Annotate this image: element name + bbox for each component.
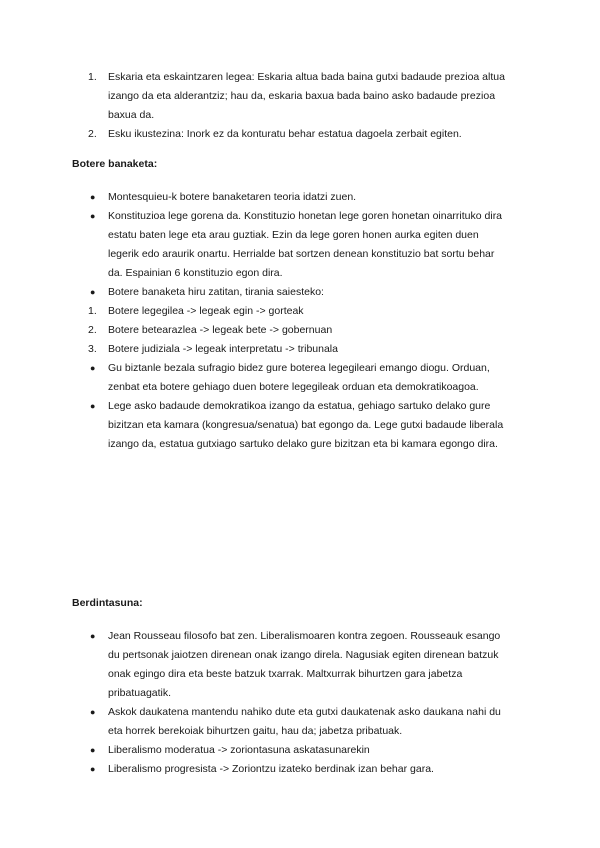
- list-number: 1.: [88, 71, 97, 83]
- bullet-icon: ●: [90, 192, 96, 202]
- section-heading-botere-banaketa: Botere banaketa:: [72, 158, 158, 170]
- list-item: [0, 125, 600, 144]
- list-item-text: Botere legegilea -> legeak egin -> gorteak: [108, 305, 304, 317]
- list-item-text: Gu biztanle bezala sufragio bidez gure boterea legegileari emango diogu. Orduan, zenbat eta botere gehiago duen botere legegileak orduan eta demokratikoagoa.: [108, 362, 490, 393]
- section-heading-berdintasuna: Berdintasuna:: [72, 597, 143, 609]
- list-item: [0, 302, 600, 321]
- top-numbered-list: [0, 68, 600, 144]
- list-item: [0, 340, 600, 359]
- list-number: 2.: [88, 128, 97, 140]
- bullet-icon: ●: [90, 707, 96, 717]
- list-item: [0, 760, 600, 779]
- list-item: [0, 703, 600, 741]
- list-item-text: Lege asko badaude demokratikoa izango da estatua, gehiago sartuko delako gure bizitzan eta kamara (kongresua/senatua) bat egongo da. Lege gutxi badaude liberala izango da, estatua gutxiago sartuko delako gure bizitzan eta bi kamara egongo dira.: [108, 400, 504, 450]
- list-item: [0, 188, 600, 207]
- list-item-text: Botere banaketa hiru zatitan, tirania saiesteko:: [108, 286, 324, 298]
- berdintasuna-list: [0, 627, 600, 779]
- list-number: 1.: [88, 305, 97, 317]
- bullet-icon: ●: [90, 363, 96, 373]
- botere-banaketa-list: [0, 188, 600, 454]
- list-item: [0, 68, 600, 125]
- bullet-icon: ●: [90, 745, 96, 755]
- list-item-text: Liberalismo progresista -> Zoriontzu izateko berdinak izan behar gara.: [108, 763, 434, 775]
- list-number: 3.: [88, 343, 97, 355]
- bullet-icon: ●: [90, 631, 96, 641]
- list-item: [0, 741, 600, 760]
- list-item-text: Konstituzioa lege gorena da. Konstituzio honetan lege goren honetan oinarrituko dira estatu baten lege eta arau guztiak. Ezin da lege goren honen aurka egiten duen legerik edo araurik onartu. Herrialde bat sortzen denean konstituzio bat sortu behar da. Espainian 6 konstituzio egon dira.: [108, 210, 503, 279]
- list-item: [0, 207, 600, 283]
- bullet-icon: ●: [90, 211, 96, 221]
- list-item: [0, 627, 600, 703]
- list-item-text: Eskaria eta eskaintzaren legea: Eskaria altua bada baina gutxi badaude prezioa altua izango da eta alderantziz; hau da, eskaria baxua bada baino asko badaude prezioa baxua da.: [108, 71, 505, 121]
- bullet-icon: ●: [90, 764, 96, 774]
- list-item-text: Esku ikustezina: Inork ez da konturatu behar estatua dagoela zerbait egiten.: [108, 128, 462, 140]
- list-number: 2.: [88, 324, 97, 336]
- list-item-text: Askok daukatena mantendu nahiko dute eta gutxi daukatenak asko daukana nahi du eta horrek berekoiak bihurtzen gaitu, hau da; jabetza pribatuak.: [108, 706, 501, 737]
- list-item: [0, 397, 600, 454]
- bullet-icon: ●: [90, 287, 96, 297]
- list-item-text: Montesquieu-k botere banaketaren teoria idatzi zuen.: [108, 191, 357, 203]
- list-item-text: Liberalismo moderatua -> zoriontasuna askatasunarekin: [108, 744, 370, 756]
- list-item: [0, 283, 600, 302]
- bullet-icon: ●: [90, 401, 96, 411]
- list-item-text: Botere betearazlea -> legeak bete -> gobernuan: [108, 324, 333, 336]
- list-item-text: Jean Rousseau filosofo bat zen. Liberalismoaren kontra zegoen. Rousseauk esango du pertsonak jaiotzen direnean onak izango direla. Nagusiak egiten direnean batzuk onak egingo dira eta beste batzuk txarrak. Maltxurrak bihurtzen gara jabetza pribatuagatik.: [108, 630, 501, 699]
- list-item: [0, 321, 600, 340]
- list-item-text: Botere judiziala -> legeak interpretatu -> tribunala: [108, 343, 338, 355]
- list-item: [0, 359, 600, 397]
